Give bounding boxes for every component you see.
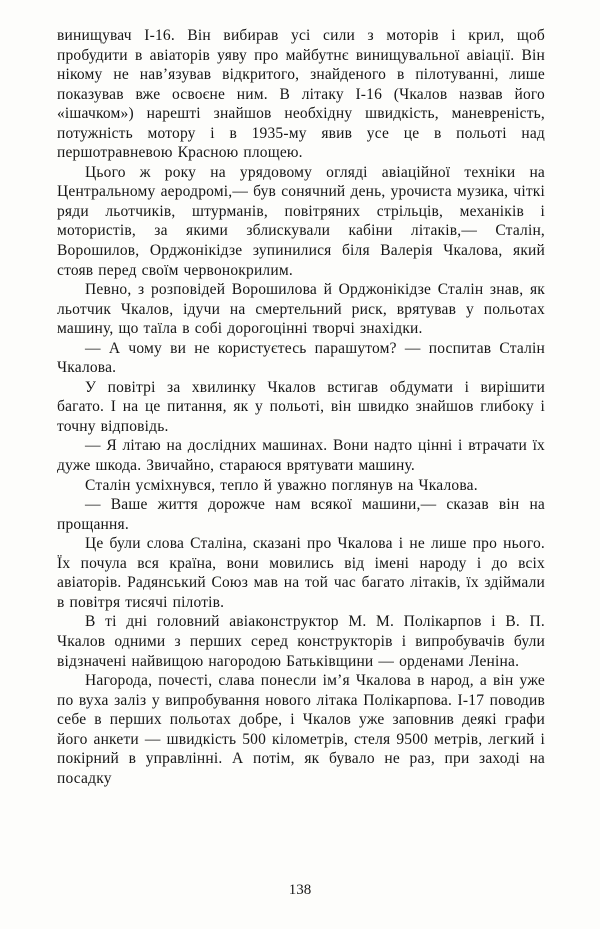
- paragraph: У повітрі за хвилинку Чкалов встигав обдумати і вирішити багато. І на це питання, як у польоті, він швидко знайшов глибоку і точну відповідь.: [57, 378, 545, 435]
- paragraph: Це були слова Сталіна, сказані про Чкалова і не лише про нього. Їх почула вся країна, вони мовились від імені народу і до всіх авіаторів. Радянський Союз мав на той час багато літаків, їх здіймали в повітря тисячі пілотів.: [57, 535, 545, 611]
- paragraph: винищувач І-16. Він вибирав усі сили з моторів і крил, щоб пробудити в авіаторів уяву про майбутнє винищувальної авіації. Він нікому не нав’язував відкритого, знайденого в пілотуванні, лише показував вже освоєне ним. В літаку І-16 (Чкалов назвав його «ішачком») нарешті знайшов необхідну швидкість, маневреність, потужність мотору і в 1935-му явив усе це в польоті над першотравневою Красною площею.: [57, 27, 545, 162]
- paragraph-dialogue: — А чому ви не користуєтесь парашутом? — поспитав Сталін Чкалова.: [57, 339, 545, 377]
- paragraph: Нагорода, почесті, слава понесли ім’я Чкалова в народ, а він уже по вуха заліз у випробування нового літака Полікарпова. І-17 поводив себе в перших польотах добре, і Чкалов уже заповнив деякі графи його анкети — швидкість 500 кілометрів, стеля 9500 метрів, легкий і покірний в управлінні. А потім, як бувало не раз, при заході на посадку: [57, 672, 545, 787]
- page-number: 138: [288, 882, 312, 898]
- paragraph-dialogue: — Ваше життя дорожче нам всякої машини,— сказав він на прощання.: [57, 496, 545, 533]
- text-block: [57, 26, 545, 788]
- paragraph: Сталін усміхнувся, тепло й уважно поглянув на Чкалова.: [85, 476, 478, 494]
- paragraph: Цього ж року на урядовому огляді авіаційної техніки на Центральному аеродромі,— був сонячний день, урочиста музика, чіткі ряди льотчиків, штурманів, повітряних стрільців, механіків і мотористів, за якими зблискували кабіни літаків,— Сталін, Ворошилов, Орджонікідзе зупинилися біля Валерія Чкалова, який стояв перед своїм червонокрилим.: [57, 163, 545, 279]
- paragraph: В ті дні головний авіаконструктор М. М. Полікарпов і В. П. Чкалов одними з перших серед конструкторів і випробувачів були відзначені найвищою нагородою Батьківщини — орденами Леніна.: [57, 613, 545, 670]
- paragraph: Певно, з розповідей Ворошилова й Орджонікідзе Сталін знав, як льотчик Чкалов, ідучи на смертельний риск, врятував у польотах машину, що таїла в собі дорогоцінні творчі знахідки.: [57, 281, 545, 338]
- paragraph-dialogue: — Я літаю на дослідних машинах. Вони надто цінні і втрачати їх дуже шкода. Звичайно, стараюся врятувати машину.: [57, 437, 545, 475]
